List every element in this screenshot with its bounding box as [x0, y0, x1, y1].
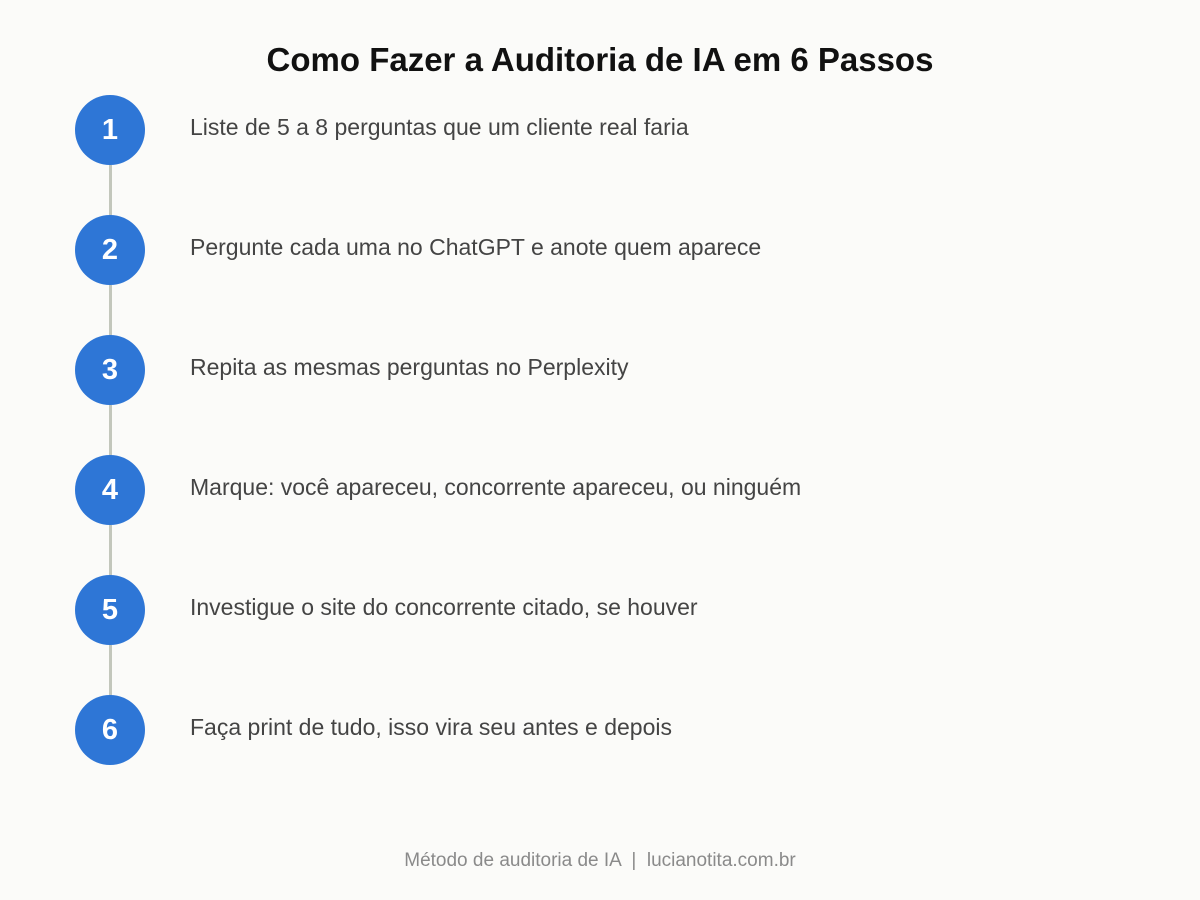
step-number-badge: 6	[75, 695, 145, 765]
connector-4-5	[109, 525, 112, 577]
step-1	[75, 95, 1075, 165]
step-3	[75, 335, 1075, 405]
step-2	[75, 215, 1075, 285]
step-text: Liste de 5 a 8 perguntas que um cliente real faria	[190, 114, 689, 140]
step-6	[75, 695, 1075, 765]
connector-2-3	[109, 285, 112, 337]
step-text: Repita as mesmas perguntas no Perplexity	[190, 354, 629, 380]
step-text: Pergunte cada uma no ChatGPT e anote quem aparece	[190, 234, 762, 260]
step-text: Investigue o site do concorrente citado, se houver	[190, 594, 698, 620]
step-number-badge: 1	[75, 95, 145, 165]
step-4	[75, 455, 1075, 525]
footer-caption: Método de auditoria de IA | lucianotita.com.br	[404, 850, 796, 871]
step-5	[75, 575, 1075, 645]
connector-5-6	[109, 645, 112, 697]
step-number-badge: 5	[75, 575, 145, 645]
connector-1-2	[109, 165, 112, 217]
step-text: Faça print de tudo, isso vira seu antes e depois	[190, 714, 673, 740]
step-number-badge: 4	[75, 455, 145, 525]
connector-3-4	[109, 405, 112, 457]
step-number-badge: 3	[75, 335, 145, 405]
step-text: Marque: você apareceu, concorrente apareceu, ou ninguém	[190, 474, 802, 500]
page-title: Como Fazer a Auditoria de IA em 6 Passos	[266, 41, 934, 78]
step-number-badge: 2	[75, 215, 145, 285]
